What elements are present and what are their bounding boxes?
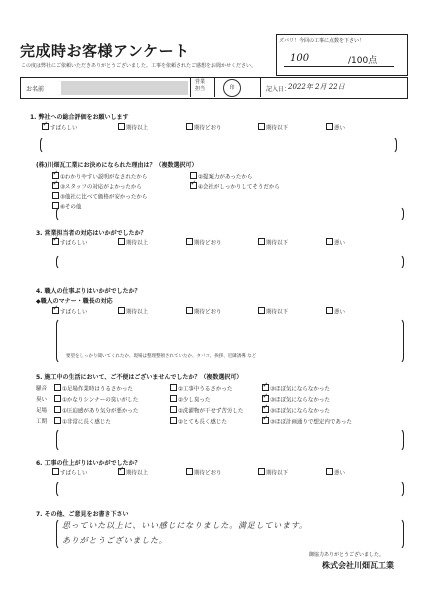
q3-option[interactable]: 期待以上	[118, 238, 148, 247]
checkbox-checked-icon[interactable]	[52, 182, 59, 189]
q5-row-label: 足場	[36, 408, 48, 414]
divider	[190, 77, 191, 97]
date-value[interactable]: 2022年 2月 22日	[288, 83, 345, 91]
q7-answer-line2[interactable]: ありがとうございました。	[62, 536, 168, 545]
q3-option[interactable]: 期待以下	[258, 238, 288, 247]
q4-note: 要望をしっかり聞いてくれたか、現場は整理整頓されていたか、タバコ、挨拶、近隣誘導 など	[66, 354, 257, 359]
checkbox-icon[interactable]	[186, 468, 193, 475]
checkbox-checked-icon[interactable]	[262, 384, 269, 391]
q5-option[interactable]: ✓ ③ほぼ気にならなかった	[262, 384, 330, 393]
survey-title: 完成時お客様アンケート	[20, 42, 190, 60]
q2-option[interactable]: ✓③スタッフの対応がよかったから	[52, 182, 142, 191]
q1-comment-bracket[interactable]	[40, 136, 397, 154]
checkbox-icon[interactable]	[186, 238, 193, 245]
q5-option[interactable]: ①足場作業時はうるさかった	[54, 384, 133, 393]
q1-option[interactable]: 期待どおり	[186, 123, 222, 132]
q4-option[interactable]: 期待以下	[258, 307, 288, 316]
q3-option[interactable]: ✓すばらしい	[52, 238, 88, 247]
checkbox-icon[interactable]	[170, 406, 177, 413]
score-value[interactable]: 100	[290, 53, 310, 64]
q6-comment-bracket[interactable]	[56, 480, 404, 498]
q6-option[interactable]: すばらしい	[52, 468, 88, 477]
q6-option[interactable]: ✓ 期待以上	[118, 468, 148, 477]
sales-label	[195, 79, 205, 93]
date-label: 記入日：	[266, 86, 291, 93]
checkbox-icon[interactable]	[186, 307, 193, 314]
q4-option[interactable]: 悪い	[326, 307, 345, 316]
checkbox-icon[interactable]	[170, 417, 177, 424]
checkbox-icon[interactable]	[190, 172, 197, 179]
q1-option[interactable]: 期待以下	[258, 123, 288, 132]
checkbox-icon[interactable]	[54, 395, 61, 402]
checkbox-icon[interactable]	[54, 384, 61, 391]
checkbox-icon[interactable]	[326, 123, 333, 130]
q5-option[interactable]: ②少し臭った	[170, 395, 210, 404]
q2-option[interactable]: ⑤他社に比べて価格が安かったから	[52, 192, 147, 201]
q1-option[interactable]: 期待以上	[118, 123, 148, 132]
checkbox-checked-icon[interactable]	[262, 406, 269, 413]
q4-title: 4. 職人の仕事ぶりはいかがでしたか？	[36, 288, 141, 295]
q2-option[interactable]: ②提案力があったから	[190, 172, 252, 181]
name-field-redacted[interactable]	[61, 81, 188, 95]
divider	[260, 77, 261, 97]
checkbox-checked-icon[interactable]	[52, 172, 59, 179]
checkbox-icon[interactable]	[52, 192, 59, 199]
q5-option[interactable]: ②とても長く感じた	[170, 417, 227, 426]
checkbox-icon[interactable]	[258, 468, 265, 475]
checkbox-checked-icon[interactable]	[262, 395, 269, 402]
checkbox-icon[interactable]	[118, 123, 125, 130]
q3-title: 3. 営業担当者の対応はいかがでしたか？	[36, 230, 147, 237]
checkbox-icon[interactable]	[258, 238, 265, 245]
checkbox-icon[interactable]	[170, 384, 177, 391]
q2-title: (株)川畑瓦工業にお決めになられた理由は？（複数選択可）	[36, 162, 198, 169]
sales-label-line2: 担当	[195, 86, 206, 92]
checkbox-icon[interactable]	[258, 307, 265, 314]
score-underline	[284, 66, 394, 67]
q5-option[interactable]: ①圧迫感があり気分が悪かった	[54, 406, 138, 415]
checkbox-icon[interactable]	[326, 238, 333, 245]
q4-option[interactable]: 期待どおり	[186, 307, 222, 316]
q2-option[interactable]: ⑥その他	[52, 202, 81, 211]
q7-title: 7. その他、ご意見をお書き下さい	[36, 511, 129, 518]
checkbox-icon[interactable]	[52, 468, 59, 475]
checkbox-checked-icon[interactable]	[262, 417, 269, 424]
q5-row-label: 臭い	[36, 397, 48, 403]
q2-other-bracket[interactable]	[56, 206, 404, 222]
q6-option[interactable]: 悪い	[326, 468, 345, 477]
q5-row-label: 工期	[36, 419, 48, 425]
q4-option[interactable]: ✓すばらしい	[52, 307, 88, 316]
checkbox-icon[interactable]	[54, 406, 61, 413]
checkbox-checked-icon[interactable]	[190, 182, 197, 189]
checkbox-checked-icon[interactable]	[52, 307, 59, 314]
q2-option[interactable]: ✓①わかりやすい説明がなされたから	[52, 172, 147, 181]
checkbox-checked-icon[interactable]	[42, 123, 49, 130]
q5-option[interactable]: ✓ ③ほぼ気にならなかった	[262, 395, 330, 404]
q3-option[interactable]: 悪い	[326, 238, 345, 247]
sales-stamp: 印	[223, 79, 241, 97]
q4-subtitle: ◆職人のマナー・職長の対応	[36, 298, 113, 305]
score-max: /100点	[348, 56, 378, 66]
q5-comment-bracket[interactable]	[56, 428, 404, 452]
q1-option[interactable]: ✓すばらしい	[42, 123, 78, 132]
company-name: 株式会社川畑瓦工業	[322, 561, 394, 570]
checkbox-checked-icon[interactable]	[118, 468, 125, 475]
checkbox-icon[interactable]	[186, 123, 193, 130]
q5-option[interactable]: ✓ ③ほぼ気にならなかった	[262, 406, 330, 415]
checkbox-icon[interactable]	[118, 238, 125, 245]
checkbox-icon[interactable]	[326, 307, 333, 314]
checkbox-icon[interactable]	[118, 307, 125, 314]
intro-text: この度は弊社にご依頼いただきありがとうございました。工事を依頼されたご感想をお聞かせください。	[21, 63, 257, 69]
checkbox-checked-icon[interactable]	[52, 238, 59, 245]
footer-thanks: 御協力ありがとうございました。	[308, 552, 384, 558]
checkbox-icon[interactable]	[54, 417, 61, 424]
divider	[214, 77, 215, 97]
q6-option[interactable]: 期待どおり	[186, 468, 222, 477]
q4-option[interactable]: 期待以上	[118, 307, 148, 316]
q5-option[interactable]: ②洗濯物が干せず苦労した	[170, 406, 243, 415]
checkbox-icon[interactable]	[170, 395, 177, 402]
q6-option[interactable]: 期待以下	[258, 468, 288, 477]
sales-label-line1: 営業	[195, 79, 206, 85]
checkbox-icon[interactable]	[326, 468, 333, 475]
q3-comment-bracket[interactable]	[56, 254, 404, 270]
q1-title: 1. 弊社への総合評価をお願いします	[30, 114, 129, 121]
q5-option[interactable]: ②工事中うるさかった	[170, 384, 232, 393]
checkbox-icon[interactable]	[258, 123, 265, 130]
score-note: ズバリ！今回の工事に点数を下さい！	[279, 38, 365, 44]
q5-option[interactable]: ✓ ③ほぼ計画通りで想定内であった	[262, 417, 352, 426]
q7-answer-line1[interactable]: 思っていた以上に、いい感じになりました。満足しています。	[62, 521, 308, 530]
q5-row-label: 騒音	[36, 386, 48, 392]
q2-option[interactable]: ✓ ④会社がしっかりしてそうだから	[190, 182, 280, 191]
q6-title: 6. 工事の仕上がりはいかがでしたか？	[36, 460, 141, 467]
q5-option[interactable]: ①非常に長く感じた	[54, 417, 111, 426]
name-label: お名前	[26, 86, 45, 93]
q5-title: 5. 施工中の生活において、ご不便はございませんでしたか？（複数選択可）	[36, 374, 243, 381]
q3-option[interactable]: 期待どおり	[186, 238, 222, 247]
q5-option[interactable]: ①かなりシンナーの臭いがした	[54, 395, 138, 404]
q1-option[interactable]: 悪い	[326, 123, 345, 132]
